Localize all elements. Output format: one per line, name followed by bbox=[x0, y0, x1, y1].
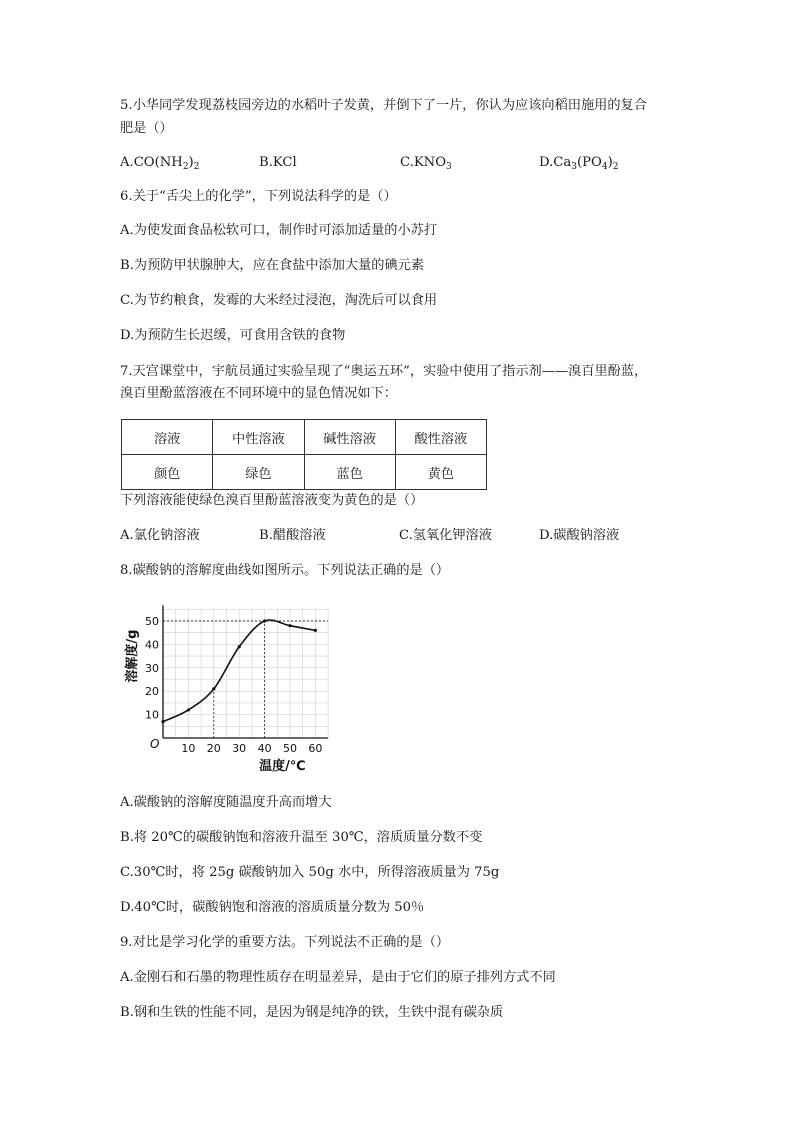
x-tick-label: 20 bbox=[206, 742, 221, 755]
table-header-row bbox=[122, 420, 487, 455]
q7-option-d: D.碳酸钠溶液 bbox=[539, 528, 620, 543]
chart-tick-labels bbox=[145, 615, 322, 755]
q6-option-b: B.为预防甲状腺肿大，应在食盐中添加大量的碘元素 bbox=[120, 258, 425, 273]
table-cell: 碱性溶液 bbox=[304, 420, 395, 455]
y-tick-label: 10 bbox=[145, 708, 159, 722]
q7-option-b: B.醋酸溶液 bbox=[259, 528, 326, 543]
q7-option-c: C.氢氧化钾溶液 bbox=[399, 528, 492, 543]
y-tick-label: 40 bbox=[145, 638, 159, 652]
q5-option-a: $A.CO(NH_2)_2$ bbox=[120, 155, 200, 172]
q7-stem-line2: 溴百里酚蓝溶液在不同环境中的显色情况如下： bbox=[120, 386, 397, 401]
table-cell: 绿色 bbox=[213, 455, 304, 490]
data-point bbox=[314, 629, 317, 632]
x-tick-label: 40 bbox=[257, 742, 272, 755]
q5-option-b: B.KCl bbox=[259, 155, 297, 170]
data-point bbox=[161, 720, 164, 723]
q9-option-a: A.金刚石和石墨的物理性质存在明显差异，是由于它们的原子排列方式不同 bbox=[120, 970, 556, 985]
q7-option-a: A.氯化钠溶液 bbox=[120, 528, 200, 543]
q6-option-c: C.为节约粮食，发霉的大米经过浸泡，淘洗后可以食用 bbox=[120, 293, 438, 308]
q5-stem-line2: 肥是（） bbox=[120, 121, 173, 136]
q6-option-a: A.为使发面食品松软可口，制作时可添加适量的小苏打 bbox=[120, 223, 438, 238]
q9-option-b: B.钢和生铁的性能不同，是因为钢是纯净的铁，生铁中混有碳杂质 bbox=[120, 1005, 504, 1020]
x-axis-label: 温度/℃ bbox=[259, 759, 306, 774]
y-axis-label: 溶解度/g bbox=[125, 629, 140, 683]
data-point bbox=[288, 624, 291, 627]
table-cell: 中性溶液 bbox=[213, 420, 304, 455]
q8-option-d: D.40℃时，碳酸钠饱和溶液的溶质质量分数为 50％ bbox=[120, 900, 425, 915]
y-tick-label: 30 bbox=[145, 661, 159, 675]
data-point bbox=[263, 619, 266, 622]
q5-option-c: $C.KNO_3$ bbox=[400, 155, 452, 172]
q7-question: 下列溶液能使绿色溴百里酚蓝溶液变为黄色的是（） bbox=[120, 493, 424, 508]
solubility-curve-chart bbox=[120, 598, 340, 776]
q5-stem-line1: 5.小华同学发现荔枝园旁边的水稻叶子发黄，并倒下了一片，你认为应该向稻田施用的复合 bbox=[120, 98, 647, 113]
q8-stem: 8.碳酸钠的溶解度曲线如图所示。下列说法正确的是（） bbox=[120, 563, 450, 578]
chart-axes bbox=[163, 605, 328, 738]
table-cell: 蓝色 bbox=[304, 455, 395, 490]
data-point bbox=[238, 645, 241, 648]
x-tick-label: 60 bbox=[308, 742, 323, 755]
y-tick-label: 20 bbox=[145, 685, 159, 699]
q6-stem: 6.关于“舌尖上的化学”，下列说法科学的是（） bbox=[120, 189, 397, 204]
table-cell: 酸性溶液 bbox=[395, 420, 486, 455]
q6-option-d: D.为预防生长迟缓，可食用含铁的食物 bbox=[120, 328, 346, 343]
data-point bbox=[187, 708, 190, 711]
table-cell: 溶液 bbox=[122, 420, 213, 455]
data-point bbox=[212, 687, 215, 690]
q5-option-d: $D.Ca_3(PO_4)_2$ bbox=[539, 155, 619, 172]
q7-stem-line1: 7.天宫课堂中，宇航员通过实验呈现了“奥运五环”，实验中使用了指示剂——溴百里酚蓝， bbox=[120, 364, 648, 379]
table-cell: 颜色 bbox=[122, 455, 213, 490]
x-tick-label: 30 bbox=[232, 742, 247, 755]
table-row bbox=[122, 455, 487, 490]
q8-option-c: C.30℃时，将 25g 碳酸钠加入 50g 水中，所得溶液质量为 75g bbox=[120, 865, 500, 880]
x-tick-label: 50 bbox=[283, 742, 297, 755]
indicator-color-table bbox=[121, 419, 487, 490]
q9-stem: 9.对比是学习化学的重要方法。下列说法不正确的是（） bbox=[120, 935, 450, 950]
y-tick-label: 50 bbox=[145, 615, 159, 628]
q8-option-b: B.将 20℃的碳酸钠饱和溶液升温至 30℃，溶质质量分数不变 bbox=[120, 830, 483, 845]
q8-option-a: A.碳酸钠的溶解度随温度升高而增大 bbox=[120, 795, 332, 810]
table-cell: 黄色 bbox=[395, 455, 486, 490]
x-tick-label: 10 bbox=[181, 742, 196, 755]
origin-label: O bbox=[150, 737, 160, 751]
